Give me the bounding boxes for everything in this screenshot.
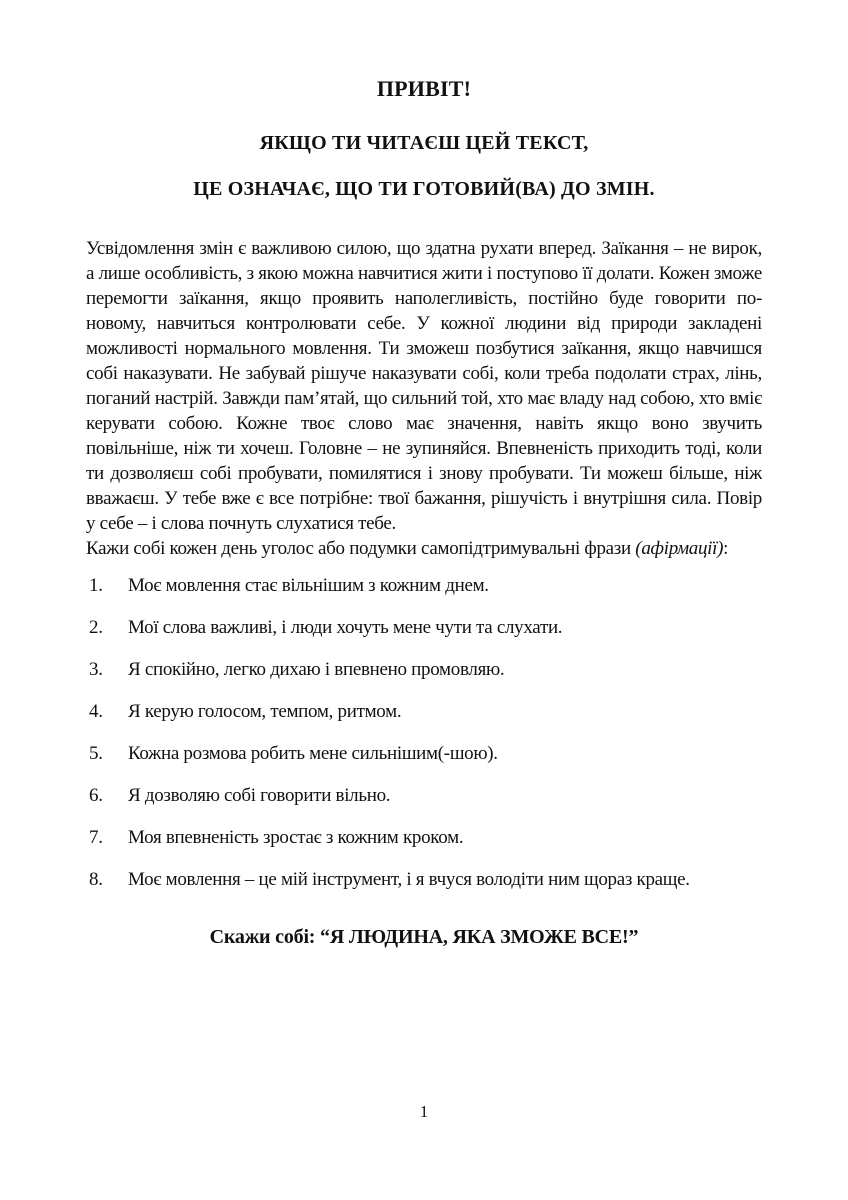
subheading-line-1: ЯКЩО ТИ ЧИТАЄШ ЦЕЙ ТЕКСТ, bbox=[259, 132, 589, 154]
affirmations-list bbox=[86, 573, 762, 892]
list-item-number: 3. bbox=[89, 659, 103, 680]
list-item-number: 5. bbox=[89, 743, 103, 764]
affirmations-intro-italic-term: (афірмації) bbox=[635, 538, 724, 559]
list-item-number: 4. bbox=[89, 701, 103, 722]
intro-paragraph: Усвідомлення змін є важливою силою, що здатна рухати вперед. Заїкання – не вирок, а лише особливість, з якою можна навчитися жити і поступово її долати. Кожен зможе перемогти заїкання, якщо проявить наполегливість, постійно буде говорити по-новому, навчиться контролювати себе. У кожної людини від природи закладені можливості нормального мовлення. Ти зможеш позбутися заїкання, якщо навчишся собі наказувати. Не забувай рішуче наказувати собі, коли треба подолати страх, лінь, поганий настрій. Завжди пам’ятай, що сильний той, хто має владу над собою, хто вміє керувати собою. Кожне твоє слово має значення, навіть якщо воно звучить повільніше, ніж ти хочеш. Головне – не зупиняйся. Впевненість приходить тоді, коли ти дозволяєш собі пробувати, помилятися і знову пробувати. Ти можеш більше, ніж вважаєш. У тебе вже є все потрібне: твої бажання, рішучість і внутрішня сила. Повір у себе – і слова почнуть слухатися тебе. bbox=[86, 238, 762, 534]
list-item-number: 6. bbox=[89, 785, 103, 806]
page-number: 1 bbox=[419, 1102, 429, 1121]
closing-statement: Скажи собі: “Я ЛЮДИНА, ЯКА ЗМОЖЕ ВСЕ!” bbox=[209, 926, 639, 948]
list-item bbox=[86, 825, 762, 850]
list-item-text: Я спокійно, легко дихаю і впевнено промовляю. bbox=[128, 659, 505, 680]
list-item-text: Моє мовлення – це мій інструмент, і я вчуся володіти ним щораз краще. bbox=[128, 869, 690, 890]
affirmations-intro-prefix: Кажи собі кожен день уголос або подумки самопідтримувальні фрази bbox=[86, 538, 636, 559]
affirmations-intro-suffix: : bbox=[723, 538, 729, 559]
list-item bbox=[86, 867, 762, 892]
list-item-text: Мої слова важливі, і люди хочуть мене чути та слухати. bbox=[128, 617, 563, 638]
list-item-number: 8. bbox=[89, 869, 103, 890]
list-item-text: Моя впевненість зростає з кожним кроком. bbox=[128, 827, 464, 848]
list-item-text: Я керую голосом, темпом, ритмом. bbox=[128, 701, 402, 722]
list-item-number: 1. bbox=[89, 575, 103, 596]
list-item bbox=[86, 615, 762, 640]
list-item-text: Я дозволяю собі говорити вільно. bbox=[128, 785, 391, 806]
greeting-heading: ПРИВІТ! bbox=[376, 76, 472, 101]
list-item bbox=[86, 783, 762, 808]
subheading-line-2: ЦЕ ОЗНАЧАЄ, ЩО ТИ ГОТОВИЙ(ВА) ДО ЗМІН. bbox=[193, 178, 655, 200]
list-item bbox=[86, 699, 762, 724]
list-item bbox=[86, 741, 762, 766]
list-item-text: Кожна розмова робить мене сильнішим(-шою). bbox=[128, 743, 498, 764]
list-item bbox=[86, 573, 762, 598]
list-item bbox=[86, 657, 762, 682]
list-item-number: 2. bbox=[89, 617, 103, 638]
list-item-text: Моє мовлення стає вільнішим з кожним днем. bbox=[128, 575, 489, 596]
list-item-number: 7. bbox=[89, 827, 103, 848]
affirmations-intro bbox=[86, 536, 762, 561]
document-content bbox=[86, 76, 762, 949]
